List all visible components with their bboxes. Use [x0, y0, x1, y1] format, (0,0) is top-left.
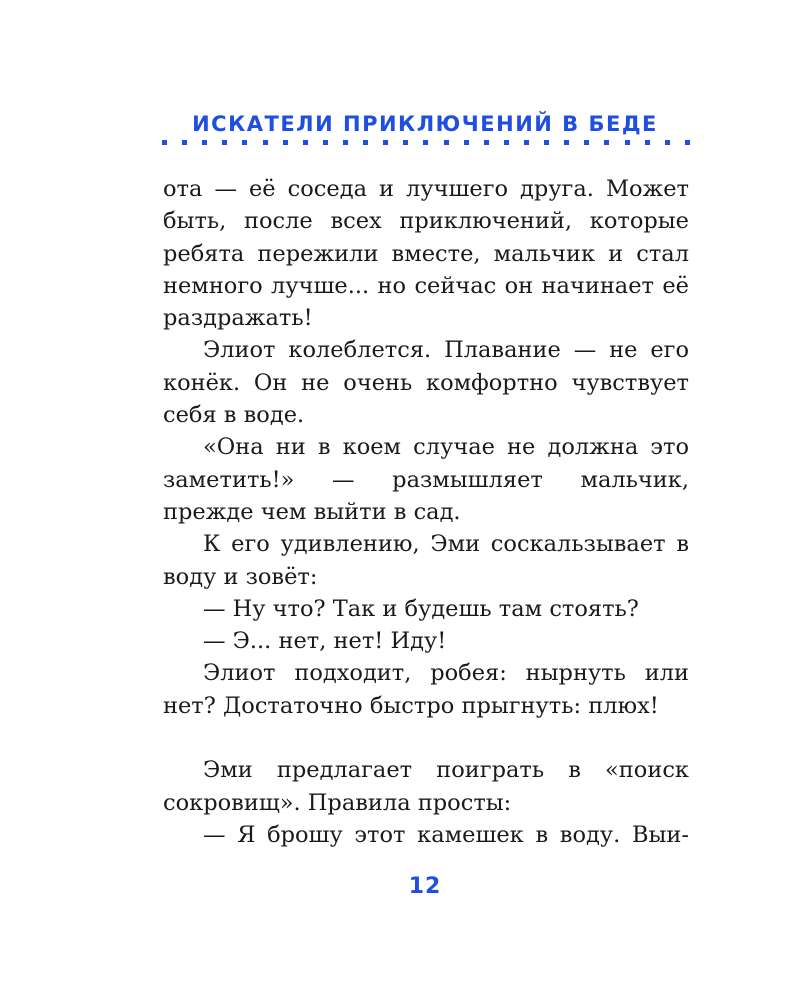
dialogue-line: — Э... нет, нет! Иду! [203, 628, 447, 655]
paragraph: «Она ни в коем случае не должна это заметить!» — размышляет мальчик, прежде чем выйти в сад. [163, 434, 689, 525]
dotted-divider [162, 140, 690, 146]
dialogue-line: — Я брошу этот камешек в воду. Выи- [203, 821, 689, 848]
paragraph: ота — её соседа и лучшего друга. Может быть, после всех приключений, которые ребята пережили вместе, мальчик и стал немного лучше... но сейчас он начинает её раздражать! [163, 176, 689, 332]
paragraph: Эми предлагает поиграть в «поиск сокровищ». Правила просты: [163, 757, 689, 816]
dialogue-line: — Ну что? Так и будешь там стоять? [203, 595, 639, 622]
paragraph: Элиот колеблется. Плавание — не его конёк. Он не очень комфортно чувствует себя в воде. [163, 337, 689, 429]
body-text [163, 173, 689, 851]
running-header: ИСКАТЕЛИ ПРИКЛЮЧЕНИЙ В БЕДЕ [192, 112, 658, 136]
paragraph: К его удивлению, Эми соскальзывает в воду и зовёт: [163, 531, 689, 590]
page-number: 12 [408, 874, 442, 899]
section-break [163, 722, 689, 754]
paragraph: Элиот подходит, робея: нырнуть или нет? Достаточно быстро прыгнуть: плюх! [163, 660, 689, 719]
